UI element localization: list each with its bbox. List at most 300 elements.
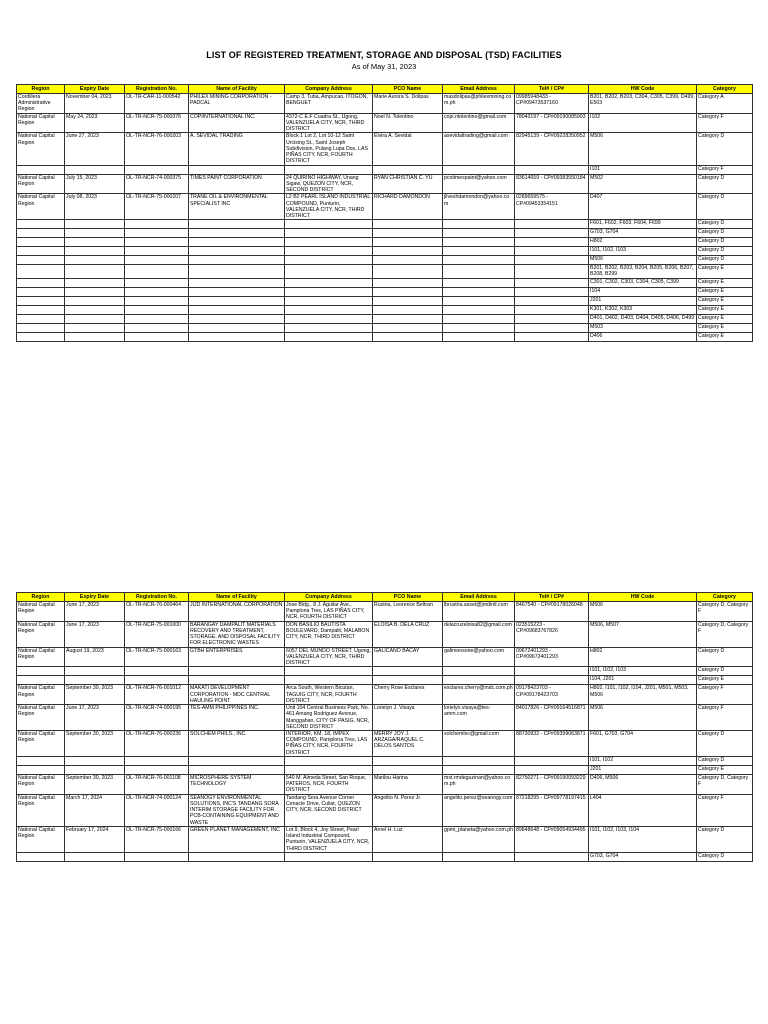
column-header-pco: PCO Name [373,85,443,94]
region-cell [17,296,65,305]
category-cell: Category A [697,94,753,114]
expiry-date-cell: September 30, 2023 [65,685,125,705]
facility-name-cell [189,852,285,861]
registration-no-cell: OL-TR-NCR-76-001108 [125,774,189,794]
region-cell [17,287,65,296]
region-cell [17,332,65,341]
page-title: LIST OF REGISTERED TREATMENT, STORAGE AND DISPOSAL (TSD) FACILITIES [206,50,562,60]
facility-name-cell: A. SEVIDAL TRADING [189,133,285,165]
email-cell [443,676,515,685]
table-row [17,305,753,314]
registration-no-cell: OL-TR-NCR-76-000203 [125,133,189,165]
facility-name-cell [189,220,285,229]
email-cell [443,278,515,287]
registration-no-cell [125,265,189,278]
email-cell: lorielyn.visaya@tes-amm.com [443,705,515,731]
region-cell [17,765,65,774]
registration-no-cell [125,220,189,229]
registration-no-cell [125,165,189,174]
tsd-table-1 [16,84,753,342]
facility-name-cell [189,296,285,305]
hw-code-cell: I104 [589,287,697,296]
email-cell: asevidaltrading@gmail.com [443,133,515,165]
table-row [17,278,753,287]
hw-code-cell: H802 [589,647,697,667]
expiry-date-cell: June 17, 2023 [65,621,125,647]
pco-name-cell [373,256,443,265]
category-cell: Category D, Category F [697,774,753,794]
table-row [17,113,753,133]
email-cell [443,247,515,256]
email-cell [443,332,515,341]
table-row [17,647,753,667]
region-cell [17,165,65,174]
email-cell [443,314,515,323]
registration-no-cell [125,287,189,296]
email-cell: mst.rmdeguzinan@yahoo.com.ph [443,774,515,794]
expiry-date-cell [65,256,125,265]
table-row [17,332,753,341]
facility-name-cell [189,323,285,332]
facility-name-cell [189,229,285,238]
table-row [17,852,753,861]
pco-name-cell: Elvira A. Sevidal [373,133,443,165]
company-address-cell [285,667,373,676]
category-cell: Category F [697,794,753,826]
company-address-cell: Tandang Sora Avenue Corner Cenacle Drive, Culiat, QUEZON CITY, NCR, SECOND DISTRICT [285,794,373,826]
tel-cell: 89848648 - CP#09054934495 [515,826,589,852]
region-cell [17,220,65,229]
column-header-cat: Category [697,85,753,94]
table-row [17,229,753,238]
registration-no-cell [125,256,189,265]
region-cell [17,229,65,238]
table-header-row [17,593,753,602]
page-subtitle: As of May 31, 2023 [351,62,417,71]
expiry-date-cell: September 30, 2023 [65,774,125,794]
region-cell [17,305,65,314]
tel-cell [515,676,589,685]
region-cell [17,676,65,685]
company-address-cell [285,765,373,774]
email-cell [443,296,515,305]
category-cell: Category D [697,194,753,220]
hw-code-cell: I104, J201 [589,676,697,685]
pco-name-cell [373,247,443,256]
category-cell: Category E [697,305,753,314]
pco-name-cell [373,287,443,296]
facility-name-cell: TIMES PAINT CORPORATION [189,174,285,194]
tel-cell [515,667,589,676]
company-address-cell [285,852,373,861]
region-cell [17,852,65,861]
company-address-cell [285,238,373,247]
tel-cell: 83614659 - CP#09383550184 [515,174,589,194]
email-cell: pcotimespaint@yahoo.com [443,174,515,194]
tel-cell [515,756,589,765]
region-cell: National Capital Region [17,602,65,622]
category-cell: Category D [697,238,753,247]
region-cell [17,238,65,247]
email-cell [443,287,515,296]
tel-cell [515,278,589,287]
company-address-cell [285,305,373,314]
tel-cell: 78043197 - CP#09190085903 [515,113,589,133]
column-header-region: Region [17,85,65,94]
region-cell: National Capital Region [17,705,65,731]
pco-name-cell [373,296,443,305]
email-cell [443,305,515,314]
column-header-region: Region [17,593,65,602]
region-cell [17,667,65,676]
expiry-date-cell [65,314,125,323]
region-cell: National Capital Region [17,826,65,852]
expiry-date-cell: June 27, 2023 [65,133,125,165]
pco-name-cell [373,165,443,174]
tel-cell: 09985948433 - CP#09473537160 [515,94,589,114]
company-address-cell [285,287,373,296]
registration-no-cell [125,247,189,256]
hw-code-cell: H802 [589,238,697,247]
hw-code-cell: M502 [589,174,697,194]
company-address-cell: L2 B2 PEARL ISLAND INDUSTRIAL COMPOUND, Punturin, VALENZUELA CITY, NCR, THIRD DISTRICT [285,194,373,220]
region-cell: National Capital Region [17,194,65,220]
facility-name-cell [189,256,285,265]
facility-name-cell: COPIINTERNATIONAL INC. [189,113,285,133]
registration-no-cell: OL-TR-NCR-74-000124 [125,794,189,826]
column-header-reg: Registration No. [125,593,189,602]
region-cell: National Capital Region [17,794,65,826]
category-cell: Category D [697,220,753,229]
region-cell: National Capital Region [17,113,65,133]
pco-name-cell: Noel N. Tolentino [373,113,443,133]
registration-no-cell [125,314,189,323]
table-row [17,323,753,332]
registration-no-cell [125,756,189,765]
region-cell [17,756,65,765]
pco-name-cell [373,667,443,676]
registration-no-cell [125,305,189,314]
table-row [17,676,753,685]
facility-name-cell [189,676,285,685]
facility-name-cell: TES-AMM PHILIPPINES INC. [189,705,285,731]
registration-no-cell [125,323,189,332]
region-cell: National Capital Region [17,133,65,165]
tel-cell [515,852,589,861]
category-cell: Category D [697,174,753,194]
category-cell: Category D [697,730,753,756]
table-row [17,774,753,794]
tel-cell [515,165,589,174]
column-header-tel: Tel# / CP# [515,85,589,94]
tel-cell [515,332,589,341]
company-address-cell: Jose Bldg., 8 J. Aguilar Ave., Pamplona Tres, LAS PIÑAS CITY, NCR, FOURTH DISTRICT [285,602,373,622]
facility-name-cell: SOLCHEM PHILS., INC. [189,730,285,756]
region-cell: National Capital Region [17,774,65,794]
category-cell: Category D [697,647,753,667]
pco-name-cell [373,265,443,278]
registration-no-cell: OL-TR-NCR-75-000166 [125,826,189,852]
email-cell [443,265,515,278]
column-header-hw: HW Code [589,85,697,94]
column-header-pco: PCO Name [373,593,443,602]
table-row [17,296,753,305]
facility-name-cell: GTBH ENTERPRISES [189,647,285,667]
facility-name-cell: MAKATI DEVELOPMENT CORPORATION - MDC CENTRAL HAULING POINT [189,685,285,705]
pco-name-cell [373,278,443,287]
email-cell [443,323,515,332]
registration-no-cell [125,765,189,774]
email-cell [443,765,515,774]
category-cell: Category D [697,247,753,256]
column-header-email: Email Address [443,85,515,94]
region-cell [17,278,65,287]
tel-cell: 84017826 - CP#09164516871 [515,705,589,731]
hw-code-cell: F601, F602, F603, F604, F699 [589,220,697,229]
facility-name-cell [189,247,285,256]
expiry-date-cell: June 17, 2023 [65,705,125,731]
table-row [17,794,753,826]
category-cell: Category D [697,826,753,852]
email-cell: masdolipas@philexmining.com.ph [443,94,515,114]
facility-name-cell [189,667,285,676]
registration-no-cell [125,667,189,676]
hw-code-cell: M506 [589,133,697,165]
table-row [17,602,753,622]
hw-code-cell: D406, M506 [589,774,697,794]
category-cell: Category E [697,765,753,774]
registration-no-cell: OL-TR-NCR-75-001000 [125,621,189,647]
facility-name-cell: GREEN PLANET MANAGEMENT, INC [189,826,285,852]
expiry-date-cell [65,265,125,278]
tel-cell: 82945139 - CP#09228350952 [515,133,589,165]
tel-cell [515,765,589,774]
facility-name-cell [189,287,285,296]
hw-code-cell: D401, D402, D403, D404, D405, D406, D499 [589,314,697,323]
expiry-date-cell: August 19, 2023 [65,647,125,667]
hw-code-cell: C301, C302, C303, C304, C305, C399 [589,278,697,287]
hw-code-cell: I101, I102, I103 [589,667,697,676]
expiry-date-cell [65,278,125,287]
facility-name-cell: JIJD INTERNATIONAL CORPORATION [189,602,285,622]
company-address-cell [285,247,373,256]
expiry-date-cell [65,756,125,765]
tel-cell [515,305,589,314]
expiry-date-cell: July 15, 2023 [65,174,125,194]
company-address-cell: 4372-C E.F Cuadra St., Ugong, VALENZUELA CITY, NCR, THIRD DISTRICT [285,113,373,133]
email-cell: lbrustria.asset@jmdintl.com [443,602,515,622]
table-row [17,314,753,323]
pco-name-cell: Marilou Harina [373,774,443,794]
table-row [17,730,753,756]
table-row [17,685,753,705]
company-address-cell [285,229,373,238]
company-address-cell [285,332,373,341]
hw-code-cell: B201, B202, B203, B204, B205, B206, B207, B208, B299 [589,265,697,278]
category-cell: Category D [697,133,753,165]
region-cell: National Capital Region [17,730,65,756]
facility-name-cell [189,305,285,314]
email-cell [443,256,515,265]
region-cell: National Capital Region [17,685,65,705]
hw-code-cell: L404 [589,794,697,826]
company-address-cell [285,296,373,305]
tel-cell [515,265,589,278]
category-cell: Category F [697,165,753,174]
hw-code-cell: J201 [589,296,697,305]
column-header-address: Company Address [285,593,373,602]
region-cell: National Capital Region [17,621,65,647]
tel-cell [515,314,589,323]
company-address-cell [285,323,373,332]
facility-name-cell [189,756,285,765]
expiry-date-cell [65,238,125,247]
pco-name-cell [373,332,443,341]
table-row [17,265,753,278]
expiry-date-cell: November 04, 2023 [65,94,125,114]
pco-name-cell: Angelito N. Perez Jr. [373,794,443,826]
expiry-date-cell: February 17, 2024 [65,826,125,852]
pco-name-cell: Lorielyn J. Visaya [373,705,443,731]
category-cell: Category D [697,756,753,765]
facility-name-cell [189,278,285,287]
company-address-cell: INTERIOR, KM. 18, IMPEX COMPOUND, Pamplona Tres, LAS PIÑAS CITY, NCR, FOURTH DISTRICT [285,730,373,756]
table-row [17,94,753,114]
facility-name-cell: MICROSPHERE SYSTEM TECHNOLOGY [189,774,285,794]
expiry-date-cell [65,305,125,314]
expiry-date-cell: May 24, 2023 [65,113,125,133]
table-row [17,756,753,765]
facility-name-cell [189,314,285,323]
email-cell [443,238,515,247]
pco-name-cell [373,238,443,247]
column-header-name: Name of Facility [189,85,285,94]
registration-no-cell: OL-TR-NCR-75-000207 [125,194,189,220]
registration-no-cell [125,238,189,247]
category-cell: Category D [697,667,753,676]
category-cell: Category E [697,676,753,685]
email-cell: delacruzeloisa82@gmail.com [443,621,515,647]
expiry-date-cell [65,323,125,332]
email-cell [443,165,515,174]
table-row [17,705,753,731]
column-header-cat: Category [697,593,753,602]
facility-name-cell: TRANE OIL & ENVIRONMENTAL SPECIALIST INC [189,194,285,220]
category-cell: Category E [697,296,753,305]
table-row [17,165,753,174]
registration-no-cell [125,332,189,341]
category-cell: Category F [697,705,753,731]
category-cell: Category E [697,287,753,296]
hw-code-cell: I101, I102 [589,756,697,765]
hw-code-cell: H802, I101, I102, I104, J201, M501, M503, M506 [589,685,697,705]
expiry-date-cell [65,296,125,305]
tel-cell [515,247,589,256]
tel-cell: 82750271 - CP#09190093229 [515,774,589,794]
hw-code-cell: I101, I102, I103, I104 [589,826,697,852]
hw-code-cell: G703, G704 [589,229,697,238]
tel-cell [515,238,589,247]
pco-name-cell [373,323,443,332]
table-row [17,238,753,247]
category-cell: Category D, Category F [697,621,753,647]
company-address-cell [285,314,373,323]
pco-name-cell [373,676,443,685]
hw-code-cell: M506 [589,256,697,265]
expiry-date-cell [65,676,125,685]
facility-name-cell [189,332,285,341]
hw-code-cell: J201 [589,765,697,774]
hw-code-cell: I101 [589,165,697,174]
pco-name-cell: MERRY JOY J. ARZAGA/RAQUEL C. DELOS SANTOS [373,730,443,756]
email-cell [443,667,515,676]
expiry-date-cell: March 17, 2024 [65,794,125,826]
region-cell [17,256,65,265]
facility-name-cell [189,265,285,278]
hw-code-cell: K301, K302, K303 [589,305,697,314]
facility-name-cell [189,765,285,774]
region-cell [17,323,65,332]
tel-cell: 87218295 - CP#09778197415 [515,794,589,826]
column-header-expiry: Expiry Date [65,593,125,602]
region-cell [17,314,65,323]
company-address-cell: Lot 9, Block 4, Joy Street, Pearl Island Industrial Compound, Punturin, VALENZUELA CITY, NCR, THIRD DISTRICT [285,826,373,852]
expiry-date-cell [65,165,125,174]
table-row [17,247,753,256]
pco-name-cell: Marie Aurora S. Dolipas [373,94,443,114]
tel-cell: 8467540 - CP#09178026048 [515,602,589,622]
facility-name-cell [189,238,285,247]
registration-no-cell: OL-TR-NCR-76-001012 [125,685,189,705]
email-cell: gpmi_planeta@yahoo.com.ph [443,826,515,852]
category-cell: Category F [697,113,753,133]
company-address-cell: Arca South, Western Bicutan, TAGUIG CITY, NCR, FOURTH DISTRICT [285,685,373,705]
facility-name-cell: PHILEX MINING CORPORATION - PADCAL [189,94,285,114]
email-cell [443,220,515,229]
pco-name-cell: Cherry Rose Esclares [373,685,443,705]
pco-name-cell: RICHARD DAMONDON [373,194,443,220]
tel-cell: 0289659575 - CP#09453354151 [515,194,589,220]
email-cell: angelito.perez@seanogy.com [443,794,515,826]
company-address-cell [285,756,373,765]
email-cell [443,229,515,238]
hw-code-cell: M503 [589,323,697,332]
region-cell: Cordillera Administrative Region [17,94,65,114]
region-cell: National Capital Region [17,647,65,667]
column-header-hw: HW Code [589,593,697,602]
pco-name-cell [373,220,443,229]
hw-code-cell: M506 [589,705,697,731]
pco-name-cell: ELOISA B. DELA CRUZ [373,621,443,647]
email-cell: galimonsone@yahoo.com [443,647,515,667]
table-row [17,826,753,852]
company-address-cell [285,165,373,174]
company-address-cell: 24 QUIRINO HIGHWAY, Unang Sigaw, QUEZON CITY, NCR, SECOND DISTRICT [285,174,373,194]
expiry-date-cell: September 30, 2023 [65,730,125,756]
expiry-date-cell: July 08, 2023 [65,194,125,220]
tel-cell: 023515223 - CP#09683767826 [515,621,589,647]
tel-cell [515,229,589,238]
company-address-cell [285,256,373,265]
company-address-cell [285,676,373,685]
facility-name-cell: BARANGAY DAMPALIT MATERIALS RECOVERY AND TREATMENT, STORAGE, AND DISPOSAL FACILITY FOR ELECTRONIC WASTES [189,621,285,647]
registration-no-cell [125,676,189,685]
company-address-cell: 540 M. Almeda Street, San Roque, PATEROS, NCR, FOURTH DISTRICT [285,774,373,794]
facility-name-cell [189,165,285,174]
category-cell: Category E [697,314,753,323]
pco-name-cell: Arnel H. Luz [373,826,443,852]
company-address-cell: DON BASILIO BAUTISTA BOULEVARD, Dampalit, MALABON CITY, NCR, THIRD DISTRICT [285,621,373,647]
